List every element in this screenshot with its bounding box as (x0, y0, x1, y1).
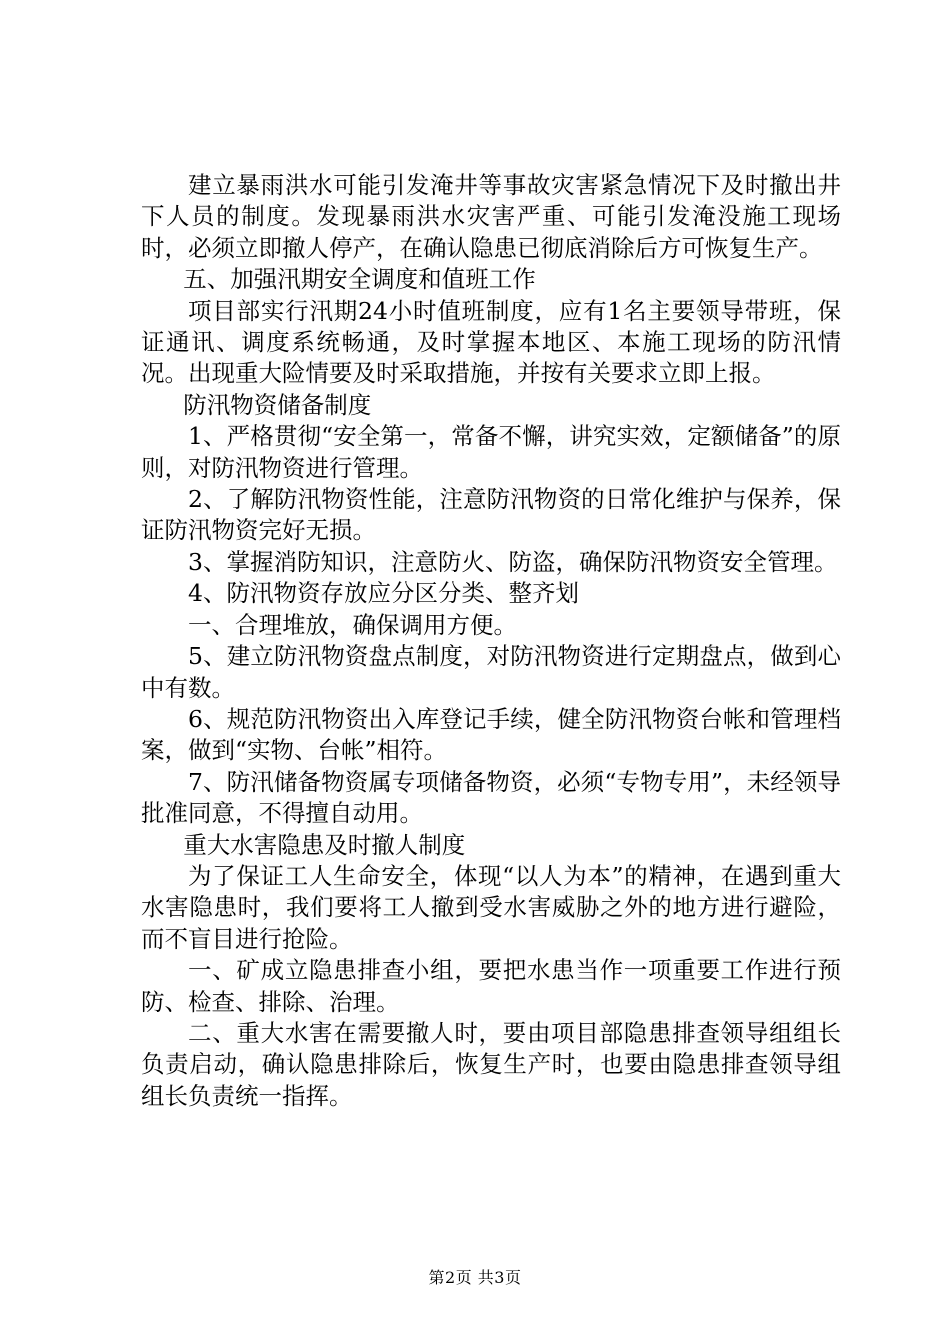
section-heading-materials: 防汛物资储备制度 (183, 390, 372, 419)
paragraph-water-hazard-intro: 为了保证工人生命安全，体现“以人为本”的精神，在遇到重大水害隐患时，我们要将工人撤到受水害威胁之外的地方进行避险，而不盲目进行抢险。 (141, 861, 841, 953)
paragraph-duty-system: 项目部实行汛期24小时值班制度，应有1名主要领导带班，保证通讯、调度系统畅通，及时掌握本地区、本施工现场的防汛情况。出现重大险情要及时采取措施，并按有关要求立即上报。 (141, 296, 841, 388)
document-body (141, 170, 841, 1112)
paragraph-materials-5: 5、建立防汛物资盘点制度，对防汛物资进行定期盘点，做到心中有数。 (141, 642, 841, 702)
paragraph-materials-3: 3、掌握消防知识，注意防火、防盗，确保防汛物资安全管理。 (188, 547, 838, 576)
paragraph-materials-2: 2、了解防汛物资性能，注意防汛物资的日常化维护与保养，保证防汛物资完好无损。 (141, 485, 841, 545)
page-indicator: 第2页 共3页 (428, 1268, 522, 1287)
paragraph-materials-6: 6、规范防汛物资出入库登记手续，健全防汛物资台帐和管理档案，做到“实物、台帐”相符。 (141, 704, 841, 765)
paragraph-materials-4-cont: 一、合理堆放，确保调用方便。 (188, 610, 517, 639)
paragraph-water-hazard-1: 一、矿成立隐患排查小组，要把水患当作一项重要工作进行预防、检查、排除、治理。 (141, 956, 841, 1016)
section-heading-water-hazard: 重大水害隐患及时撤人制度 (183, 830, 466, 859)
paragraph-water-hazard-2: 二、重大水害在需要撤人时，要由项目部隐患排查领导组组长负责启动，确认隐患排除后，恢复生产时，也要由隐患排查领导组组长负责统一指挥。 (141, 1018, 841, 1110)
page-footer (0, 1268, 950, 1288)
paragraph-materials-4: 4、防汛物资存放应分区分类、整齐划 (188, 579, 579, 608)
section-heading-duty: 五、加强汛期安全调度和值班工作 (183, 265, 536, 294)
paragraph-materials-1: 1、严格贯彻“安全第一，常备不懈，讲究实效，定额储备”的原则，对防汛物资进行管理。 (141, 422, 841, 482)
paragraph-materials-7: 7、防汛储备物资属专项储备物资，必须“专物专用”，未经领导批准同意，不得擅自动用。 (141, 767, 841, 828)
paragraph-evacuation-rule: 建立暴雨洪水可能引发淹井等事故灾害紧急情况下及时撤出井下人员的制度。发现暴雨洪水灾害严重、可能引发淹没施工现场时，必须立即撤人停产，在确认隐患已彻底消除后方可恢复生产。 (141, 171, 841, 262)
